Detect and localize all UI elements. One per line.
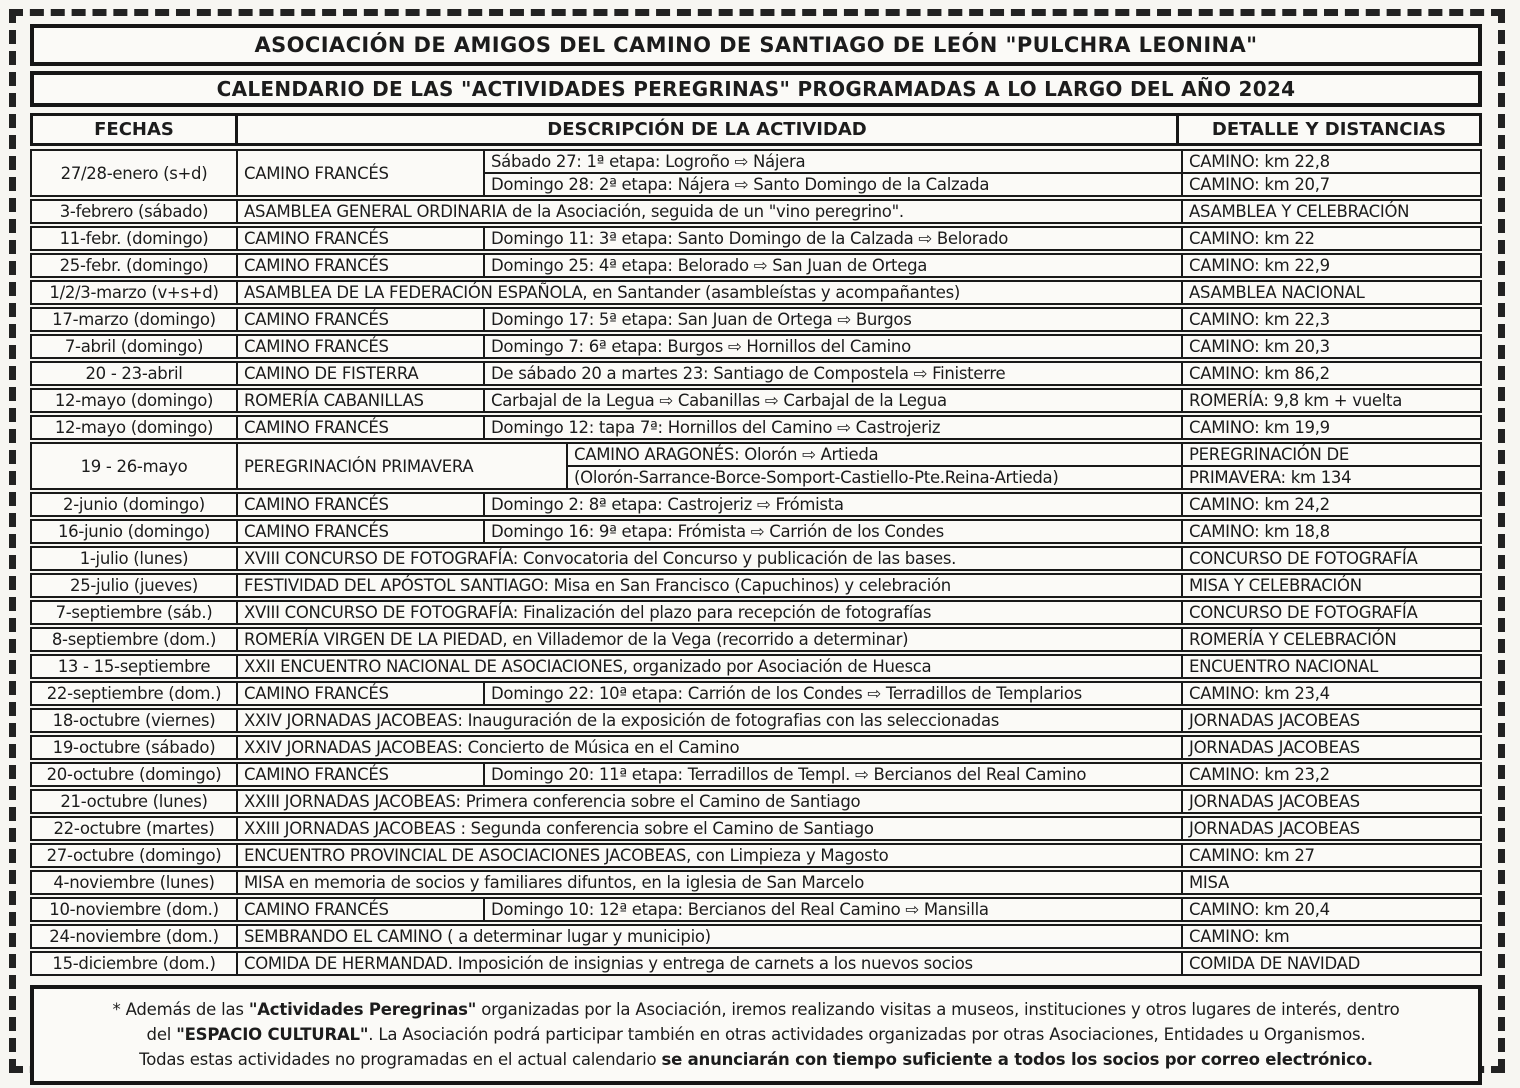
row-date-cell: 24-noviembre (dom.) [30, 924, 238, 949]
row-detail-cell: CAMINO: km 22 [1181, 226, 1482, 251]
row-activity-cell: PEREGRINACIÓN PRIMAVERA [236, 442, 568, 490]
row-desc-cell: XVIII CONCURSO DE FOTOGRAFÍA: Convocatoria del Concurso y publicación de las bases. [236, 546, 1183, 571]
row-desc-cell: MISA en memoria de socios y familiares difuntos, en la iglesia de San Marcelo [236, 870, 1183, 895]
row-date-cell: 25-febr. (domingo) [30, 253, 238, 278]
table-row [30, 334, 1482, 359]
row-activity-cell: CAMINO FRANCÉS [236, 149, 485, 197]
row-detail-cell: CAMINO: km 23,2 [1181, 762, 1482, 787]
row-date-cell: 20 - 23-abril [30, 361, 238, 386]
row-desc-cell: CAMINO ARAGONÉS: Olorón ⇨ Artieda [566, 442, 1183, 467]
row-date-cell: 1-julio (lunes) [30, 546, 238, 571]
row-desc-cell: SEMBRANDO EL CAMINO ( a determinar lugar y municipio) [236, 924, 1183, 949]
footnote-line [44, 997, 1468, 1022]
row-detail-cell: CAMINO: km 22,9 [1181, 253, 1482, 278]
row-desc-cell: Domingo 20: 11ª etapa: Terradillos de Templ. ⇨ Bercianos del Real Camino [483, 762, 1183, 787]
row-date-cell: 22-octubre (martes) [30, 816, 238, 841]
table-row [30, 492, 1482, 517]
table-row [30, 600, 1482, 625]
row-activity-cell: CAMINO FRANCÉS [236, 334, 485, 359]
row-subrows [483, 149, 1482, 197]
row-detail-cell: CAMINO: km 20,4 [1181, 897, 1482, 922]
row-date-cell: 11-febr. (domingo) [30, 226, 238, 251]
row-date-cell: 16-junio (domingo) [30, 519, 238, 544]
row-date-cell: 27-octubre (domingo) [30, 843, 238, 868]
row-desc-cell: XXIV JORNADAS JACOBEAS: Concierto de Música en el Camino [236, 735, 1183, 760]
table-row [30, 627, 1482, 652]
row-activity-cell: CAMINO FRANCÉS [236, 415, 485, 440]
table-subrow [483, 172, 1482, 197]
row-detail-cell: JORNADAS JACOBEAS [1181, 735, 1482, 760]
row-date-cell: 21-octubre (lunes) [30, 789, 238, 814]
row-detail-cell: CAMINO: km [1181, 924, 1482, 949]
row-desc-cell: ASAMBLEA GENERAL ORDINARIA de la Asociación, seguida de un "vino peregrino". [236, 199, 1183, 224]
row-activity-cell: CAMINO FRANCÉS [236, 519, 485, 544]
header-detalle: DETALLE Y DISTANCIAS [1176, 113, 1482, 146]
row-date-cell: 20-octubre (domingo) [30, 762, 238, 787]
row-date-cell: 13 - 15-septiembre [30, 654, 238, 679]
row-detail-cell: JORNADAS JACOBEAS [1181, 816, 1482, 841]
row-date-cell: 18-octubre (viernes) [30, 708, 238, 733]
row-detail-cell: CAMINO: km 23,4 [1181, 681, 1482, 706]
table-row [30, 816, 1482, 841]
row-date-cell: 19 - 26-mayo [30, 442, 238, 490]
row-desc-cell: Domingo 25: 4ª etapa: Belorado ⇨ San Juan de Ortega [483, 253, 1183, 278]
row-date-cell: 10-noviembre (dom.) [30, 897, 238, 922]
row-desc-cell: Domingo 10: 12ª etapa: Bercianos del Real Camino ⇨ Mansilla [483, 897, 1183, 922]
row-desc-cell: Domingo 16: 9ª etapa: Frómista ⇨ Carrión de los Condes [483, 519, 1183, 544]
row-date-cell: 12-mayo (domingo) [30, 388, 238, 413]
row-detail-cell: CAMINO: km 27 [1181, 843, 1482, 868]
table-row [30, 307, 1482, 332]
row-date-cell: 19-octubre (sábado) [30, 735, 238, 760]
row-detail-cell: CAMINO: km 22,8 [1181, 149, 1482, 174]
table-subrow [483, 149, 1482, 174]
table-row [30, 789, 1482, 814]
table-row [30, 546, 1482, 571]
row-detail-cell: PRIMAVERA: km 134 [1181, 465, 1482, 490]
table-row [30, 226, 1482, 251]
row-date-cell: 8-septiembre (dom.) [30, 627, 238, 652]
row-desc-cell: Domingo 2: 8ª etapa: Castrojeriz ⇨ Frómista [483, 492, 1183, 517]
table-row [30, 415, 1482, 440]
row-desc-cell: FESTIVIDAD DEL APÓSTOL SANTIAGO: Misa en San Francisco (Capuchinos) y celebración [236, 573, 1183, 598]
row-desc-cell: (Olorón-Sarrance-Borce-Somport-Castiello-Pte.Reina-Artieda) [566, 465, 1183, 490]
row-date-cell: 7-abril (domingo) [30, 334, 238, 359]
calendar-title-text: CALENDARIO DE LAS "ACTIVIDADES PEREGRINAS" PROGRAMADAS A LO LARGO DEL AÑO 2024 [216, 77, 1296, 101]
table-subrow [566, 465, 1482, 490]
footnote-bold-text: "Actividades Peregrinas" [248, 1000, 477, 1019]
footnote-box [30, 985, 1482, 1085]
row-desc-cell: Domingo 22: 10ª etapa: Carrión de los Condes ⇨ Terradillos de Templarios [483, 681, 1183, 706]
table-row [30, 280, 1482, 305]
row-desc-cell: ROMERÍA VIRGEN DE LA PIEDAD, en Villademor de la Vega (recorrido a determinar) [236, 627, 1183, 652]
row-subrows [566, 442, 1482, 490]
row-detail-cell: ASAMBLEA NACIONAL [1181, 280, 1482, 305]
row-desc-cell: XXIII JORNADAS JACOBEAS : Segunda conferencia sobre el Camino de Santiago [236, 816, 1183, 841]
row-detail-cell: PEREGRINACIÓN DE [1181, 442, 1482, 467]
calendar-title [30, 71, 1482, 107]
footnote-text: organizadas por la Asociación, iremos realizando visitas a museos, instituciones y otros lugares de interés, dentro [476, 1000, 1400, 1019]
table-row [30, 843, 1482, 868]
row-detail-cell: ENCUENTRO NACIONAL [1181, 654, 1482, 679]
row-detail-cell: CAMINO: km 20,7 [1181, 172, 1482, 197]
row-date-cell: 25-julio (jueves) [30, 573, 238, 598]
row-date-cell: 27/28-enero (s+d) [30, 149, 238, 197]
row-detail-cell: JORNADAS JACOBEAS [1181, 708, 1482, 733]
header-descripcion: DESCRIPCIÓN DE LA ACTIVIDAD [235, 113, 1179, 146]
row-date-cell: 12-mayo (domingo) [30, 415, 238, 440]
association-title-text: ASOCIACIÓN DE AMIGOS DEL CAMINO DE SANTIAGO DE LEÓN "PULCHRA LEONINA" [254, 33, 1258, 57]
row-detail-cell: COMIDA DE NAVIDAD [1181, 951, 1482, 976]
row-date-cell: 4-noviembre (lunes) [30, 870, 238, 895]
row-detail-cell: ROMERÍA Y CELEBRACIÓN [1181, 627, 1482, 652]
table-row [30, 253, 1482, 278]
footnote-text: * Además de las [112, 1000, 249, 1019]
row-desc-cell: Domingo 7: 6ª etapa: Burgos ⇨ Hornillos del Camino [483, 334, 1183, 359]
row-detail-cell: CAMINO: km 22,3 [1181, 307, 1482, 332]
row-date-cell: 3-febrero (sábado) [30, 199, 238, 224]
row-detail-cell: CONCURSO DE FOTOGRAFÍA [1181, 546, 1482, 571]
activities-table [30, 113, 1482, 976]
table-row [30, 708, 1482, 733]
row-detail-cell: CAMINO: km 20,3 [1181, 334, 1482, 359]
row-date-cell: 7-septiembre (sáb.) [30, 600, 238, 625]
row-activity-cell: CAMINO FRANCÉS [236, 492, 485, 517]
row-detail-cell: MISA Y CELEBRACIÓN [1181, 573, 1482, 598]
footnote-bold-text: "ESPACIO CULTURAL" [176, 1025, 369, 1044]
row-desc-cell: Domingo 12: tapa 7ª: Hornillos del Camino ⇨ Castrojeriz [483, 415, 1183, 440]
row-date-cell: 22-septiembre (dom.) [30, 681, 238, 706]
row-detail-cell: ASAMBLEA Y CELEBRACIÓN [1181, 199, 1482, 224]
row-desc-cell: XVIII CONCURSO DE FOTOGRAFÍA: Finalización del plazo para recepción de fotografías [236, 600, 1183, 625]
footnote-line [44, 1047, 1468, 1072]
footnote-text: del [146, 1025, 177, 1044]
row-activity-cell: CAMINO FRANCÉS [236, 253, 485, 278]
row-date-cell: 2-junio (domingo) [30, 492, 238, 517]
table-row [30, 654, 1482, 679]
row-desc-cell: De sábado 20 a martes 23: Santiago de Compostela ⇨ Finisterre [483, 361, 1183, 386]
table-body [30, 149, 1482, 976]
table-row [30, 924, 1482, 949]
table-row [30, 735, 1482, 760]
footnote-text: Todas estas actividades no programadas en el actual calendario [139, 1050, 662, 1069]
table-row [30, 149, 1482, 197]
row-activity-cell: CAMINO FRANCÉS [236, 762, 485, 787]
footnote-text: . La Asociación podrá participar también en otras actividades organizadas por otras Asociaciones, Entidades u Organismos. [368, 1025, 1366, 1044]
row-activity-cell: CAMINO FRANCÉS [236, 226, 485, 251]
row-date-cell: 15-diciembre (dom.) [30, 951, 238, 976]
row-desc-cell: XXIV JORNADAS JACOBEAS: Inauguración de la exposición de fotografias con las seleccionadas [236, 708, 1183, 733]
row-desc-cell: ENCUENTRO PROVINCIAL DE ASOCIACIONES JACOBEAS, con Limpieza y Magosto [236, 843, 1183, 868]
table-row [30, 573, 1482, 598]
table-row [30, 388, 1482, 413]
row-desc-cell: XXII ENCUENTRO NACIONAL DE ASOCIACIONES, organizado por Asociación de Huesca [236, 654, 1183, 679]
footnote-line [44, 1022, 1468, 1047]
row-desc-cell: ASAMBLEA DE LA FEDERACIÓN ESPAÑOLA, en Santander (asambleístas y acompañantes) [236, 280, 1183, 305]
table-row [30, 361, 1482, 386]
table-row [30, 762, 1482, 787]
row-detail-cell: ROMERÍA: 9,8 km + vuelta [1181, 388, 1482, 413]
header-fechas: FECHAS [30, 113, 238, 146]
table-header-row [30, 113, 1482, 146]
row-detail-cell: JORNADAS JACOBEAS [1181, 789, 1482, 814]
row-desc-cell: Domingo 28: 2ª etapa: Nájera ⇨ Santo Domingo de la Calzada [483, 172, 1183, 197]
table-row [30, 442, 1482, 490]
row-desc-cell: Carbajal de la Legua ⇨ Cabanillas ⇨ Carbajal de la Legua [483, 388, 1183, 413]
row-desc-cell: Sábado 27: 1ª etapa: Logroño ⇨ Nájera [483, 149, 1183, 174]
row-activity-cell: CAMINO FRANCÉS [236, 681, 485, 706]
table-row [30, 519, 1482, 544]
table-subrow [566, 442, 1482, 467]
row-activity-cell: CAMINO FRANCÉS [236, 897, 485, 922]
row-detail-cell: CAMINO: km 18,8 [1181, 519, 1482, 544]
row-activity-cell: ROMERÍA CABANILLAS [236, 388, 485, 413]
row-desc-cell: Domingo 11: 3ª etapa: Santo Domingo de la Calzada ⇨ Belorado [483, 226, 1183, 251]
table-row [30, 951, 1482, 976]
footnote-bold-text: se anunciarán con tiempo suficiente a todos los socios por correo electrónico. [661, 1050, 1373, 1069]
row-desc-cell: XXIII JORNADAS JACOBEAS: Primera conferencia sobre el Camino de Santiago [236, 789, 1183, 814]
page-content [30, 24, 1482, 1085]
table-row [30, 199, 1482, 224]
row-detail-cell: CONCURSO DE FOTOGRAFÍA [1181, 600, 1482, 625]
association-title [30, 24, 1482, 66]
table-row [30, 897, 1482, 922]
row-detail-cell: CAMINO: km 24,2 [1181, 492, 1482, 517]
row-desc-cell: Domingo 17: 5ª etapa: San Juan de Ortega ⇨ Burgos [483, 307, 1183, 332]
row-desc-cell: COMIDA DE HERMANDAD. Imposición de insignias y entrega de carnets a los nuevos socios [236, 951, 1183, 976]
row-detail-cell: CAMINO: km 86,2 [1181, 361, 1482, 386]
row-date-cell: 1/2/3-marzo (v+s+d) [30, 280, 238, 305]
row-activity-cell: CAMINO FRANCÉS [236, 307, 485, 332]
table-row [30, 681, 1482, 706]
row-detail-cell: MISA [1181, 870, 1482, 895]
row-detail-cell: CAMINO: km 19,9 [1181, 415, 1482, 440]
row-date-cell: 17-marzo (domingo) [30, 307, 238, 332]
row-activity-cell: CAMINO DE FISTERRA [236, 361, 485, 386]
table-row [30, 870, 1482, 895]
